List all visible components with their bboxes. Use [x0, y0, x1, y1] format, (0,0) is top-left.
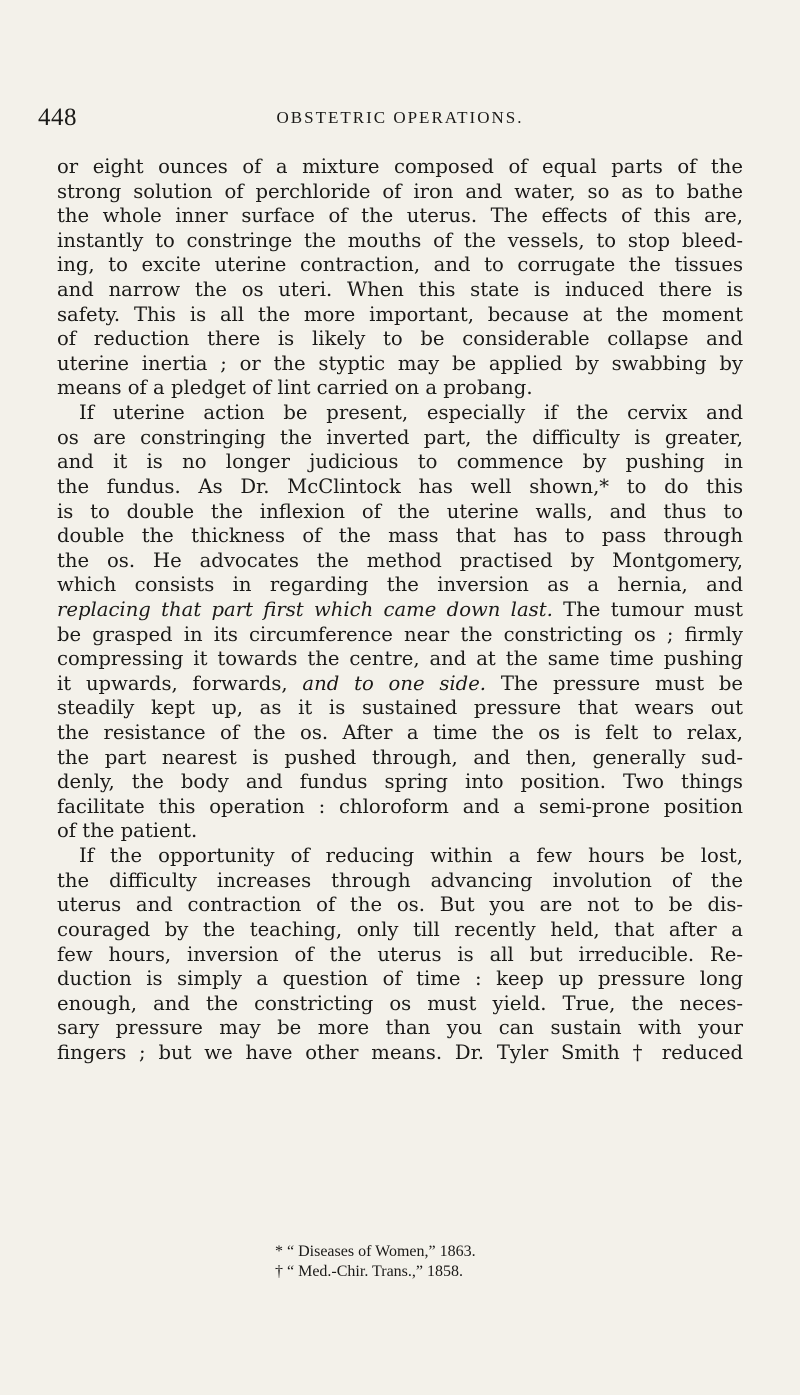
italic-phrase: and to one side.	[302, 671, 487, 695]
text-line: fingers ; but we have other means. Dr. Tyler Smith † reduced	[57, 1040, 743, 1064]
text-line: steadily kept up, as it is sustained pressure that wears out	[57, 696, 743, 720]
text-line: the part nearest is pushed through, and then, generally sud-	[57, 745, 743, 769]
text-line: sary pressure may be more than you can sustain with your	[57, 1016, 743, 1040]
text-line: safety. This is all the more important, because at the moment	[57, 302, 743, 326]
body-text	[57, 155, 743, 1066]
text-line: os are constringing the inverted part, the difficulty is greater,	[57, 425, 743, 449]
italic-phrase: replacing that part first which came down last.	[57, 597, 553, 621]
text-line: If the opportunity of reducing within a few hours be lost,	[79, 844, 743, 868]
text-line: If uterine action be present, especially if the cervix and	[79, 401, 743, 425]
text-line: the resistance of the os. After a time the os is felt to relax,	[57, 721, 743, 745]
text-line: double the thickness of the mass that has to pass through	[57, 524, 743, 548]
text-line: the whole inner surface of the uterus. The effects of this are,	[57, 204, 743, 228]
text-line: compressing it towards the centre, and at the same time pushing	[57, 647, 743, 671]
text-line: uterus and contraction of the os. But you are not to be dis-	[57, 893, 743, 917]
text-fragment: The pressure must be	[500, 671, 744, 695]
page-number: 448	[38, 104, 77, 131]
text-line: be grasped in its circumference near the constricting os ; firmly	[57, 622, 743, 646]
text-line: the fundus. As Dr. McClintock has well shown,* to do this	[57, 474, 743, 498]
text-line: ing, to excite uterine contraction, and to corrugate the tissues	[57, 253, 743, 277]
text-line: which consists in regarding the inversion as a hernia, and	[57, 573, 743, 597]
text-line: of reduction there is likely to be considerable collapse and	[57, 327, 743, 351]
text-line-mixed	[57, 598, 743, 623]
text-line: is to double the inflexion of the uterine walls, and thus to	[57, 499, 743, 523]
text-line: means of a pledget of lint carried on a probang.	[57, 376, 533, 400]
text-line: duction is simply a question of time : keep up pressure long	[57, 967, 743, 991]
text-fragment: The tumour must	[563, 597, 743, 621]
text-line: few hours, inversion of the uterus is all but irreducible. Re-	[57, 942, 743, 966]
footnote: † “ Med.-Chir. Trans.,” 1858.	[275, 1263, 463, 1280]
text-fragment: it upwards, forwards,	[57, 671, 288, 695]
text-line: denly, the body and fundus spring into position. Two things	[57, 770, 743, 794]
footnotes	[0, 1242, 800, 1282]
text-line-mixed	[57, 672, 743, 697]
text-line: strong solution of perchloride of iron and water, so as to bathe	[57, 179, 743, 203]
text-line: and it is no longer judicious to commence by pushing in	[57, 450, 743, 474]
text-line: or eight ounces of a mixture composed of equal parts of the	[57, 155, 743, 178]
footnote: * “ Diseases of Women,” 1863.	[275, 1243, 476, 1260]
text-line: of the patient.	[57, 819, 198, 843]
text-line: the os. He advocates the method practised by Montgomery,	[57, 548, 743, 572]
text-line: facilitate this operation : chloroform and a semi-prone position	[57, 794, 743, 818]
text-line: the difficulty increases through advancing involution of the	[57, 868, 743, 892]
running-title: OBSTETRIC OPERATIONS.	[276, 108, 524, 127]
text-line: enough, and the constricting os must yield. True, the neces-	[57, 991, 743, 1015]
text-line: instantly to constringe the mouths of the vessels, to stop bleed-	[57, 228, 743, 252]
text-line: uterine inertia ; or the styptic may be applied by swabbing by	[57, 351, 743, 375]
text-line: couraged by the teaching, only till recently held, that after a	[57, 917, 743, 941]
text-line: and narrow the os uteri. When this state is induced there is	[57, 278, 743, 302]
